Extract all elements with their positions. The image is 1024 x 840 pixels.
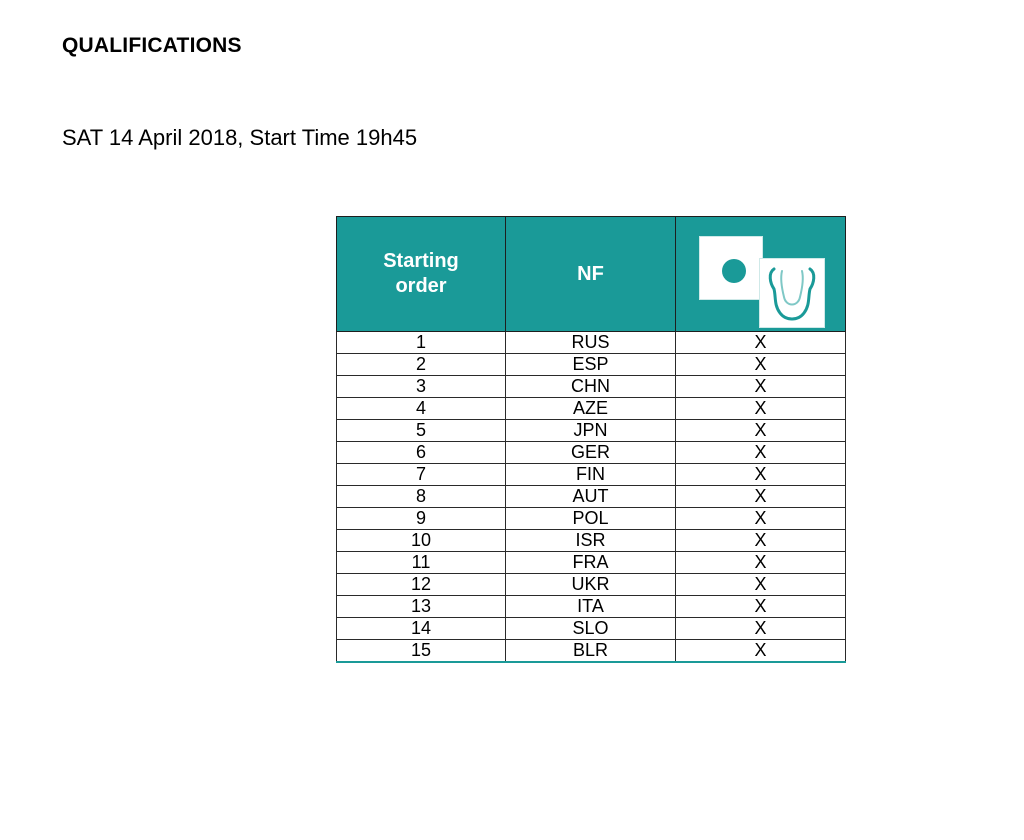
apparatus-mark-cell: X <box>676 398 846 420</box>
starting-order-cell: 14 <box>337 618 506 640</box>
header-starting-order <box>337 217 506 332</box>
table-row <box>337 508 846 530</box>
nf-cell: ITA <box>506 596 676 618</box>
apparatus-mark-cell: X <box>676 530 846 552</box>
table-row <box>337 552 846 574</box>
nf-cell: ISR <box>506 530 676 552</box>
apparatus-mark-cell: X <box>676 376 846 398</box>
table-row <box>337 530 846 552</box>
starting-order-table <box>336 216 846 663</box>
starting-order-cell: 12 <box>337 574 506 596</box>
apparatus-mark-cell: X <box>676 640 846 663</box>
ball-icon <box>699 236 763 300</box>
header-apparatus <box>676 217 846 332</box>
table-row <box>337 596 846 618</box>
header-nf: NF <box>506 217 676 332</box>
table-header-row <box>337 217 846 332</box>
apparatus-mark-cell: X <box>676 464 846 486</box>
table-row <box>337 376 846 398</box>
nf-cell: FIN <box>506 464 676 486</box>
nf-cell: GER <box>506 442 676 464</box>
nf-cell: UKR <box>506 574 676 596</box>
apparatus-mark-cell: X <box>676 552 846 574</box>
nf-cell: RUS <box>506 332 676 354</box>
nf-cell: SLO <box>506 618 676 640</box>
apparatus-mark-cell: X <box>676 354 846 376</box>
starting-order-cell: 9 <box>337 508 506 530</box>
nf-cell: FRA <box>506 552 676 574</box>
table-row <box>337 618 846 640</box>
nf-cell: CHN <box>506 376 676 398</box>
starting-order-cell: 15 <box>337 640 506 663</box>
nf-cell: JPN <box>506 420 676 442</box>
nf-cell: AZE <box>506 398 676 420</box>
starting-order-cell: 4 <box>337 398 506 420</box>
apparatus-mark-cell: X <box>676 574 846 596</box>
apparatus-mark-cell: X <box>676 442 846 464</box>
document-title: QUALIFICATIONS <box>62 34 242 57</box>
table-row <box>337 332 846 354</box>
table-row <box>337 398 846 420</box>
clubs-icon <box>759 258 825 328</box>
apparatus-mark-cell: X <box>676 420 846 442</box>
table-row <box>337 486 846 508</box>
starting-order-cell: 1 <box>337 332 506 354</box>
starting-order-cell: 6 <box>337 442 506 464</box>
table-row <box>337 442 846 464</box>
starting-order-cell: 7 <box>337 464 506 486</box>
ball-dot <box>722 259 746 283</box>
table-row <box>337 420 846 442</box>
starting-order-cell: 3 <box>337 376 506 398</box>
clubs-shape <box>760 259 824 327</box>
starting-order-cell: 10 <box>337 530 506 552</box>
apparatus-mark-cell: X <box>676 508 846 530</box>
apparatus-mark-cell: X <box>676 618 846 640</box>
table-row <box>337 464 846 486</box>
header-starting-order-line2: order <box>395 275 447 297</box>
starting-order-cell: 2 <box>337 354 506 376</box>
apparatus-mark-cell: X <box>676 486 846 508</box>
apparatus-mark-cell: X <box>676 596 846 618</box>
table-row <box>337 640 846 663</box>
nf-cell: BLR <box>506 640 676 663</box>
header-starting-order-line1: Starting <box>383 250 459 272</box>
document-subtitle: SAT 14 April 2018, Start Time 19h45 <box>62 125 418 150</box>
nf-cell: AUT <box>506 486 676 508</box>
starting-order-cell: 11 <box>337 552 506 574</box>
starting-order-cell: 8 <box>337 486 506 508</box>
starting-order-cell: 13 <box>337 596 506 618</box>
apparatus-mark-cell: X <box>676 332 846 354</box>
table-row <box>337 574 846 596</box>
nf-cell: ESP <box>506 354 676 376</box>
table-body <box>337 332 846 663</box>
starting-order-cell: 5 <box>337 420 506 442</box>
table-row <box>337 354 846 376</box>
nf-cell: POL <box>506 508 676 530</box>
ball-and-clubs-icon <box>697 228 825 320</box>
